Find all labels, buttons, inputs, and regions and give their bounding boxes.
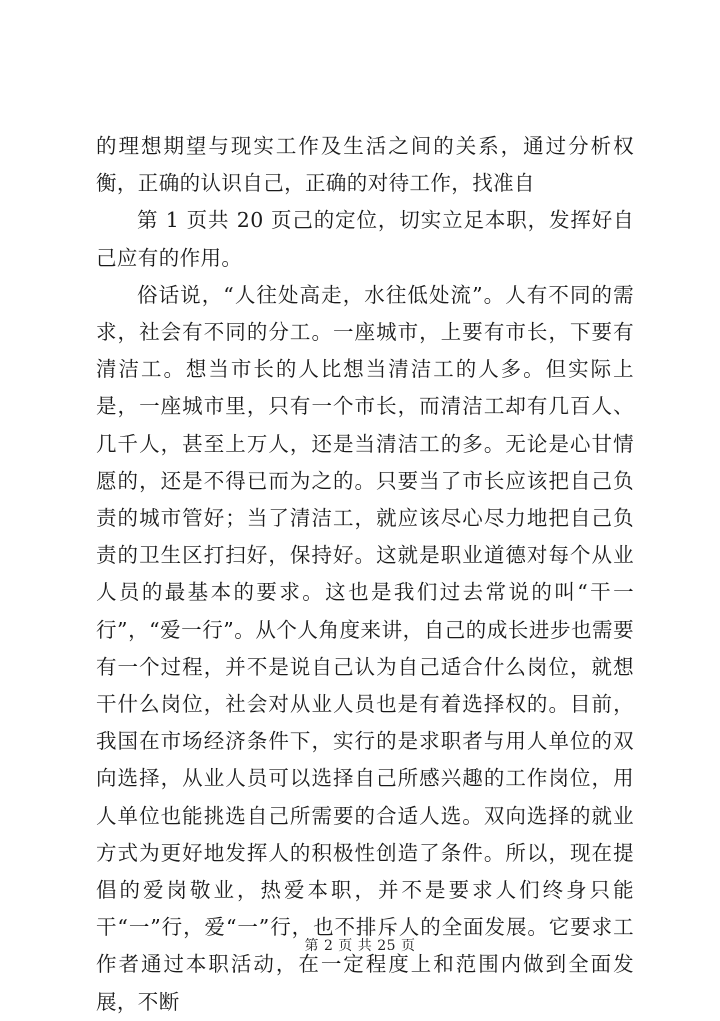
paragraph-3: 俗话说，“人往处高走，水往低处流”。人有不同的需求，社会有不同的分工。一座城市，上要有市长，下要有清洁工。想当市长的人比想当清洁工的人多。但实际上是，一座城市里，只有一个市长，而清洁工却有几百人、几千人，甚至上万人，还是当清洁工的多。无论是心甘情愿的，还是不得已而为之的。只要当了市长应该把自己负责的城市管好；当了清洁工，就应该尽心尽力地把自己负责的卫生区打扫好，保持好。这就是职业道德对每个从业人员的最基本的要求。这也是我们过去常说的叫“干一行”，“爱一行”。从个人角度来讲，自己的成长进步也需要有一个过程，并不是说自己认为自己适合什么岗位，就想干什么岗位，社会对从业人员也是有着选择权的。目前，我国在市场经济条件下，实行的是求职者与用人单位的双向选择，从业人员可以选择自己所感兴趣的工作岗位，用人单位也能挑选自己所需要的合适人选。双向选择的就业方式为更好地发挥人的积极性创造了条件。所以，现在提倡的爱岗敬业，热爱本职，并不是要求人们终身只能干“一”行，爱“一”行，也不排斥人的全面发展。它要求工作者通过本职活动，在一定程度上和范围内做到全面发展，不断 [96, 282, 634, 1014]
paragraph-2: 第 1 页共 20 页己的定位，切实立足本职，发挥好自己应有的作用。 [96, 208, 634, 270]
document-body [96, 128, 634, 1021]
page-footer: 第 2 页 共 25 页 [304, 938, 416, 954]
paragraph-1: 的理想期望与现实工作及生活之间的关系，通过分析权衡，正确的认识自己，正确的对待工作，找准自 [96, 134, 634, 196]
